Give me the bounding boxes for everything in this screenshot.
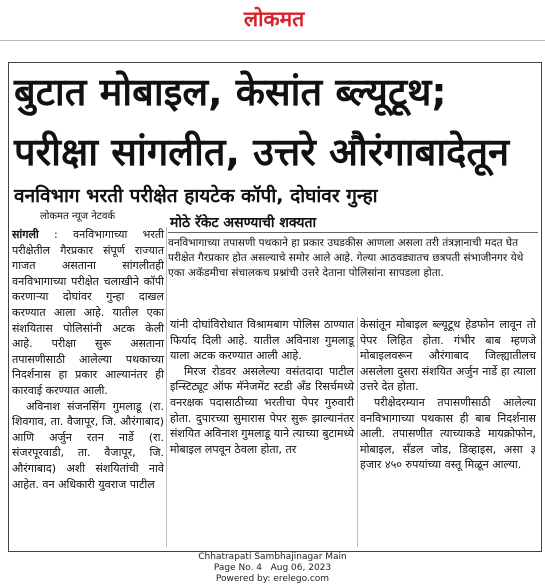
paragraph: यांनी दोघांविरोधात विश्रामबाग पोलिस ठाण्यात फिर्याद दिली आहे. यातील अविनाश गुमलाडू याला अटक करण्यात आली आहे. bbox=[170, 318, 354, 363]
paragraph: अविनाश संजनसिंग गुमलाडू (रा. शिवगाव, ता. वैजापूर, जि. औरंगाबाद) आणि अर्जुन रतन नार्डे (रा. संजरपूरवाडी, ता. वैजापूर, जि. औरंगाबाद) अशी संशयितांची नावे आहेत. वन अधिकारी युवराज पाटील bbox=[12, 399, 164, 491]
lokmat-logo: लोकमत bbox=[243, 7, 305, 31]
paragraph: केसांतून मोबाइल ब्ल्यूटूथ हेडफोन लावून तो पेपर लिहित होता. गंभीर बाब म्हणजे मोबाइलवरून औरंगाबाद जिल्ह्यातीलच असलेला दुसरा संशयित अर्जुन नार्डे हा त्याला उत्तरे देत होता. bbox=[360, 318, 536, 394]
dateline: सांगली bbox=[12, 228, 39, 241]
paragraph: परीक्षेदरम्यान तपासणीसाठी आलेल्या वनविभागाच्या पथकास ही बाब निदर्शनास आली. तपासणीत त्याच्याकडे मायक्रोफोन, मोबाइल, सँडल जोड, डिव्हाइस, असा ३ हजार ४५० रुपयांच्या वस्तू मिळून आल्या. bbox=[360, 395, 536, 472]
paragraph-text: : वनविभागाच्या भरती परीक्षेतील गैरप्रकार संपूर्ण राज्यात गाजत असताना सांगलीतही वनविभागाच्या परीक्षेत चलाखीने कॉपी करणाऱ्या दोघांवर गुन्हा दाखल करण्यात आला आहे. यातील एका संशयितास पोलिसांनी अटक केली आहे. परीक्षा सुरू असताना तपासणीसाठी आलेल्या पथकाच्या निदर्शनास हा प्रकार आल्यानंतर ही कारवाई करण्यात आली. bbox=[12, 228, 164, 397]
byline: लोकमत न्यूज नेटवर्क bbox=[40, 211, 116, 222]
page-date-label: Page No. 4 Aug 06, 2023 bbox=[213, 563, 332, 573]
article-column-1 bbox=[12, 227, 164, 492]
highlight-box: वनविभागाच्या तपासणी पथकाने हा प्रकार उघडकीस आणला असला तरी तंत्रज्ञानाची मदत घेत परीक्षेत गैरप्रकार होत असल्याचे समोर आले आहे. गेल्या आठवड्यातच छत्रपती संभाजीनगर येथे एका अकॅडमीचा संचालकच प्रश्नांची उत्तरे देताना पोलिसांना सापडला होता. bbox=[168, 237, 524, 279]
paragraph: मिरज रोडवर असलेल्या वसंतदादा पाटील इन्स्टिट्यूट ऑफ मॅनेजमेंट स्टडी अँड रिसर्चमध्ये वनरक्षक पदासाठीच्या भरतीचा पेपर गुरुवारी होता. दुपारच्या सुमारास पेपर सुरू झाल्यानंतर संशयित अविनाश गुमलाडू याने त्याच्या बुटामध्ये मोबाइल लपवून ठेवला होता, तर bbox=[170, 364, 354, 456]
column-divider bbox=[166, 227, 167, 547]
article-column-2 bbox=[170, 317, 354, 457]
edition-label: Chhatrapati Sambhajinagar Main bbox=[198, 552, 347, 562]
subheadline: वनविभाग भरती परीक्षेत हायटेक कॉपी, दोघांवर गुन्हा bbox=[14, 185, 378, 207]
powered-by-label: Powered by: erelego.com bbox=[215, 574, 330, 584]
column-divider bbox=[357, 317, 358, 547]
masthead-divider bbox=[0, 40, 545, 41]
headline-line-2: परीक्षा सांगलीत, उत्तरे औरंगाबादेतून bbox=[14, 130, 510, 174]
paragraph bbox=[12, 227, 164, 399]
masthead bbox=[0, 0, 545, 44]
article-column-3 bbox=[360, 317, 536, 473]
headline-line-1: बुटात मोबाइल, केसांत ब्ल्यूटूथ; bbox=[14, 70, 447, 114]
deck-heading: मोठे रॅकेट असण्याची शक्यता bbox=[170, 215, 317, 231]
page-footer bbox=[0, 552, 545, 585]
deck-divider bbox=[168, 232, 538, 233]
